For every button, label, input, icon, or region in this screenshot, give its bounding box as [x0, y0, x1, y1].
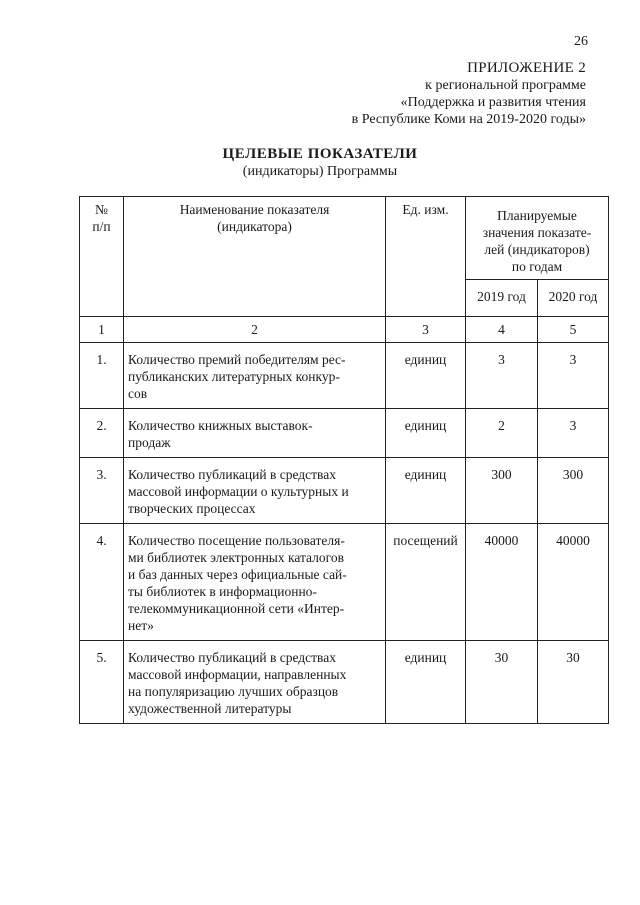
- table-header-row: [80, 197, 609, 280]
- row-num: 4.: [80, 524, 124, 641]
- row-name-line: публиканских литературных конкур-: [128, 369, 340, 384]
- row-name-line: Количество книжных выставок-: [128, 418, 313, 433]
- row-value-2020: 3: [538, 409, 609, 458]
- row-name: [124, 458, 386, 524]
- row-value-2019: 40000: [466, 524, 538, 641]
- row-name-line: ты библиотек в информационно-: [128, 584, 317, 599]
- title-main: ЦЕЛЕВЫЕ ПОКАЗАТЕЛИ: [222, 146, 418, 162]
- row-name-line: массовой информации о культурных и: [128, 484, 349, 499]
- column-number-2: 2: [124, 317, 386, 343]
- table-row: [80, 524, 609, 641]
- row-value-2020: 30: [538, 641, 609, 724]
- row-value-2020: 40000: [538, 524, 609, 641]
- row-value-2019: 3: [466, 343, 538, 409]
- row-name-line: Количество посещение пользователя-: [128, 533, 345, 548]
- row-unit: единиц: [386, 343, 466, 409]
- row-name-line: и баз данных через официальные сай-: [128, 567, 347, 582]
- appendix-line-2: «Поддержка и развития чтения: [400, 95, 586, 110]
- row-unit: единиц: [386, 409, 466, 458]
- row-unit: единиц: [386, 458, 466, 524]
- column-number-1: 1: [80, 317, 124, 343]
- header-year-2020: 2020 год: [538, 280, 609, 317]
- column-number-3: 3: [386, 317, 466, 343]
- header-name-line-2: (индикатора): [217, 219, 292, 234]
- row-name-line: Количество публикаций в средствах: [128, 650, 336, 665]
- header-num-line-1: №: [95, 202, 108, 217]
- header-planned-line-4: по годам: [511, 259, 563, 274]
- document-title: [0, 145, 640, 181]
- table-row: [80, 641, 609, 724]
- row-name-line: продаж: [128, 435, 171, 450]
- column-number-4: 4: [466, 317, 538, 343]
- page-number: 26: [574, 34, 588, 49]
- row-num: 2.: [80, 409, 124, 458]
- header-name: [124, 197, 386, 317]
- row-name-line: массовой информации, направленных: [128, 667, 347, 682]
- row-name-line: телекоммуникационной сети «Интер-: [128, 601, 345, 616]
- row-name-line: ми библиотек электронных каталогов: [128, 550, 344, 565]
- row-num: 3.: [80, 458, 124, 524]
- row-name-line: Количество премий победителям рес-: [128, 352, 346, 367]
- header-num-line-2: п/п: [92, 219, 111, 234]
- row-name-line: Количество публикаций в средствах: [128, 467, 336, 482]
- appendix-header: [352, 60, 586, 128]
- row-name-line: художественной литературы: [128, 701, 292, 716]
- header-planned-line-2: значения показате-: [482, 225, 592, 240]
- appendix-line-3: в Республике Коми на 2019-2020 годы»: [351, 112, 586, 127]
- appendix-line-1: к региональной программе: [425, 78, 586, 93]
- row-value-2019: 30: [466, 641, 538, 724]
- table-row: [80, 409, 609, 458]
- row-name: [124, 641, 386, 724]
- row-name-line: сов: [128, 386, 148, 401]
- row-name-line: нет»: [128, 618, 154, 633]
- row-num: 5.: [80, 641, 124, 724]
- appendix-title: ПРИЛОЖЕНИЕ 2: [467, 60, 586, 76]
- header-planned: [466, 197, 609, 280]
- header-year-2019: 2019 год: [466, 280, 538, 317]
- row-name-line: на популяризацию лучших образцов: [128, 684, 339, 699]
- row-name: [124, 343, 386, 409]
- row-name-line: творческих процессах: [128, 501, 256, 516]
- header-planned-line-1: Планируемые: [497, 208, 577, 223]
- row-value-2019: 2: [466, 409, 538, 458]
- indicators-table: [79, 196, 609, 724]
- column-number-5: 5: [538, 317, 609, 343]
- table-row: [80, 343, 609, 409]
- title-sub: (индикаторы) Программы: [242, 164, 398, 179]
- table-row: [80, 458, 609, 524]
- header-num: [80, 197, 124, 317]
- row-num: 1.: [80, 343, 124, 409]
- row-name: [124, 524, 386, 641]
- row-value-2020: 3: [538, 343, 609, 409]
- row-unit: единиц: [386, 641, 466, 724]
- header-unit: Ед. изм.: [386, 197, 466, 317]
- row-value-2019: 300: [466, 458, 538, 524]
- row-name: [124, 409, 386, 458]
- header-name-line-1: Наименование показателя: [179, 202, 330, 217]
- header-planned-line-3: лей (индикаторов): [484, 242, 590, 257]
- row-value-2020: 300: [538, 458, 609, 524]
- row-unit: посещений: [386, 524, 466, 641]
- column-numbers-row: [80, 317, 609, 343]
